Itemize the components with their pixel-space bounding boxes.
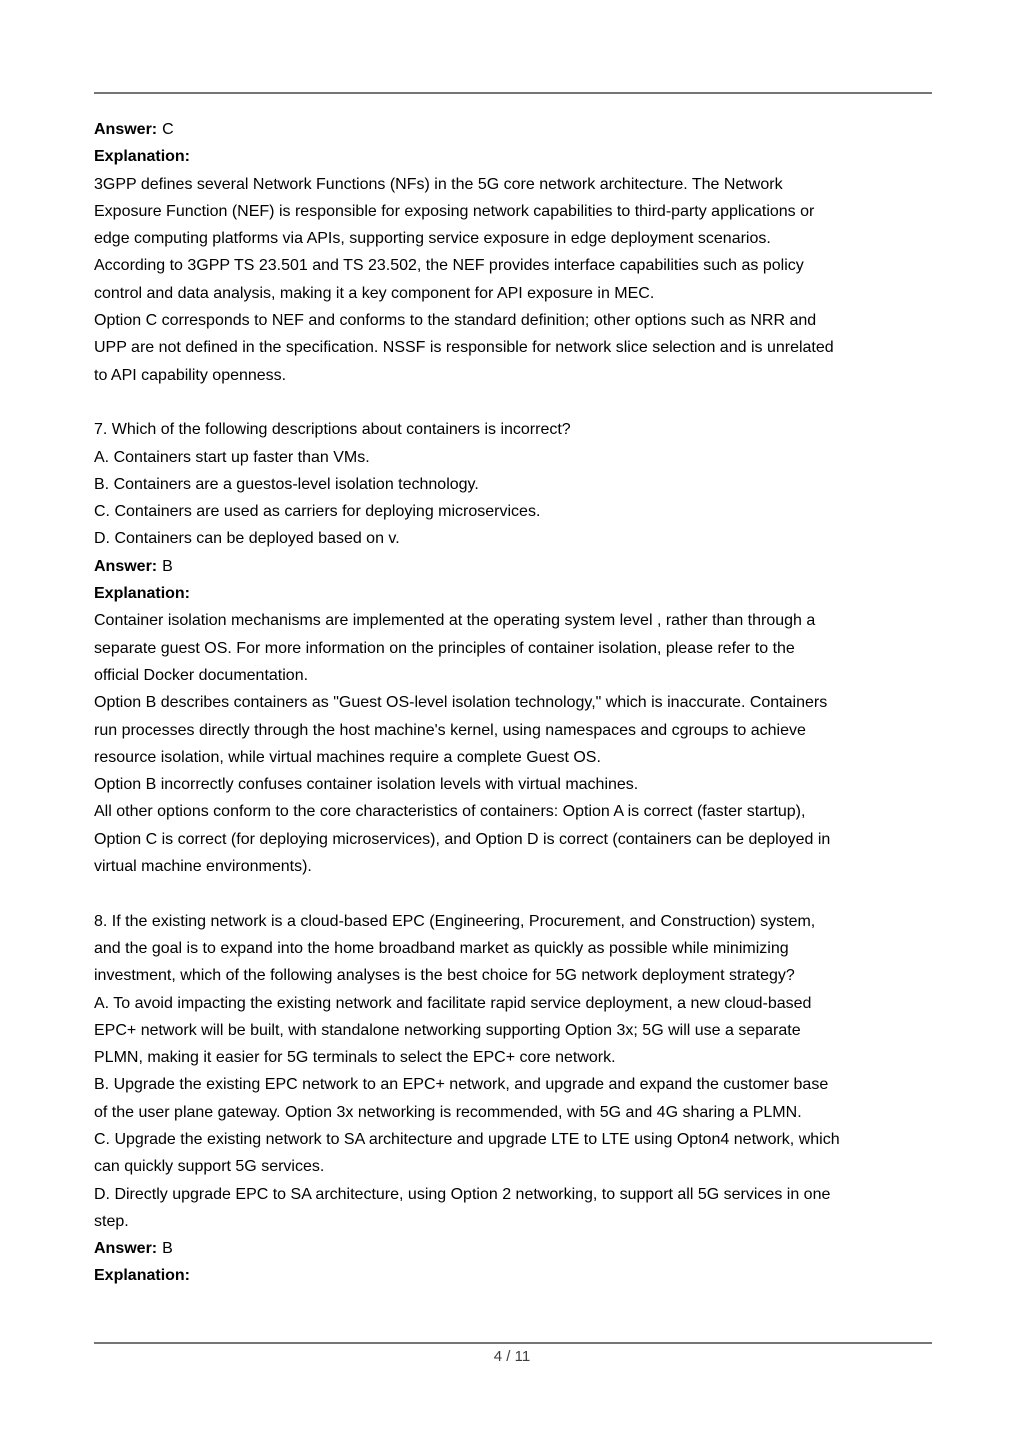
question-8-block: [94, 908, 936, 1290]
answer-value: C: [162, 121, 174, 138]
explanation-text: [94, 171, 936, 389]
option-line: PLMN, making it easier for 5G terminals to select the EPC+ core network.: [94, 1049, 616, 1067]
explanation-line: official Docker documentation.: [94, 666, 309, 684]
question-7-options: [94, 444, 936, 553]
question-line: and the goal is to expand into the home broadband market as quickly as possible while minimizing: [94, 939, 789, 957]
blank-line: [94, 880, 936, 907]
answer-value: B: [162, 1240, 173, 1258]
option-line: of the user plane gateway. Option 3x networking is recommended, with 5G and 4G sharing a PLMN.: [94, 1103, 802, 1121]
explanation-line: control and data analysis, making it a key component for API exposure in MEC.: [94, 284, 655, 302]
question-line: 8. If the existing network is a cloud-based EPC (Engineering, Procurement, and Construction) system,: [94, 912, 816, 930]
option-line: can quickly support 5G services.: [94, 1158, 325, 1176]
option-line: D. Directly upgrade EPC to SA architecture, using Option 2 networking, to support all 5G services in one: [94, 1185, 831, 1203]
footer-rule: [94, 1342, 932, 1344]
answer-line: [94, 116, 936, 143]
explanation-line: According to 3GPP TS 23.501 and TS 23.502, the NEF provides interface capabilities such as policy: [94, 257, 804, 275]
explanation-line: Exposure Function (NEF) is responsible for exposing network capabilities to third-party applications or: [94, 202, 815, 220]
explanation-line: All other options conform to the core characteristics of containers: Option A is correct (faster startup),: [94, 803, 806, 821]
option-line: A. To avoid impacting the existing network and facilitate rapid service deployment, a new cloud-based: [94, 994, 812, 1012]
question-line: 7. Which of the following descriptions about containers is incorrect?: [94, 421, 571, 439]
question-7-block: [94, 416, 936, 880]
question-8-text: [94, 908, 936, 990]
answer-line: [94, 553, 936, 580]
explanation-line: Option B describes containers as "Guest OS-level isolation technology," which is inaccurate. Containers: [94, 694, 828, 712]
option-line: C. Containers are used as carriers for deploying microservices.: [94, 503, 541, 521]
explanation-label: Explanation:: [94, 585, 191, 603]
explanation-label: Explanation:: [94, 1267, 191, 1285]
explanation-line: Container isolation mechanisms are implemented at the operating system level , rather than through a: [94, 612, 816, 630]
page-body: [94, 116, 936, 1290]
question-8-options: [94, 990, 936, 1236]
option-line: B. Containers are a guestos-level isolation technology.: [94, 475, 479, 493]
option-line: step.: [94, 1212, 129, 1230]
page-number: 4 / 11: [493, 1348, 531, 1365]
option-line: B. Upgrade the existing EPC network to an EPC+ network, and upgrade and expand the customer base: [94, 1076, 829, 1094]
option-line: D. Containers can be deployed based on v.: [94, 530, 400, 548]
question-line: investment, which of the following analyses is the best choice for 5G network deployment strategy?: [94, 967, 795, 985]
option-line: C. Upgrade the existing network to SA architecture and upgrade LTE to LTE using Opton4 network, which: [94, 1130, 840, 1148]
header-rule: [94, 92, 932, 94]
explanation-line: UPP are not defined in the specification. NSSF is responsible for network slice selection and is unrelated: [94, 339, 834, 357]
explanation-line: 3GPP defines several Network Functions (NFs) in the 5G core network architecture. The Network: [94, 175, 783, 193]
explanation-line: Option C is correct (for deploying microservices), and Option D is correct (containers can be deployed in: [94, 830, 831, 848]
question-7-text: [94, 416, 936, 443]
explanation-line: run processes directly through the host machine's kernel, using namespaces and cgroups to achieve: [94, 721, 806, 739]
explanation-line: Option B incorrectly confuses container isolation levels with virtual machines.: [94, 776, 639, 794]
answer-label: Answer:: [94, 121, 158, 138]
explanation-line: virtual machine environments).: [94, 858, 312, 876]
explanation-line: Option C corresponds to NEF and conforms to the standard definition; other options such as NRR and: [94, 312, 817, 330]
option-line: EPC+ network will be built, with standalone networking supporting Option 3x; 5G will use a separate: [94, 1021, 801, 1039]
explanation-line: separate guest OS. For more information on the principles of container isolation, please refer to the: [94, 639, 795, 657]
blank-line: [94, 389, 936, 416]
explanation-line: edge computing platforms via APIs, supporting service exposure in edge deployment scenarios.: [94, 230, 771, 248]
explanation-line: resource isolation, while virtual machines require a complete Guest OS.: [94, 748, 601, 766]
answer-value: B: [162, 557, 173, 575]
option-line: A. Containers start up faster than VMs.: [94, 448, 370, 466]
explanation-text: [94, 607, 936, 880]
explanation-line: to API capability openness.: [94, 366, 287, 384]
answer-label: Answer:: [94, 1240, 158, 1258]
explanation-label: Explanation:: [94, 148, 191, 166]
answer-label: Answer:: [94, 557, 158, 575]
question-6-answer-block: [94, 116, 936, 389]
answer-line: [94, 1235, 936, 1262]
